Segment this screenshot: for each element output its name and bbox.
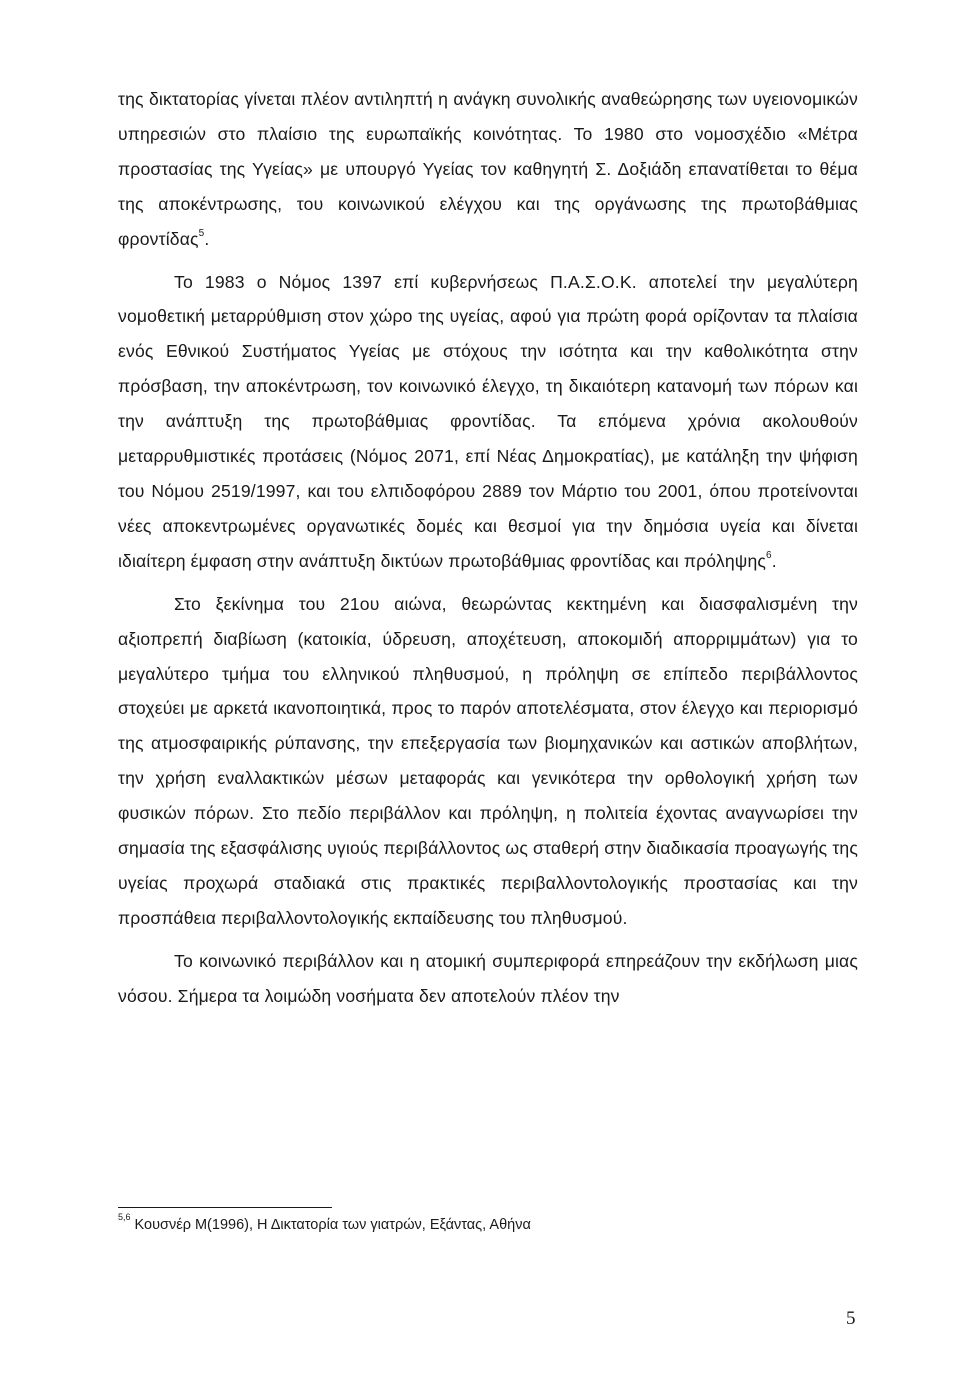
- paragraph-2-text: Το 1983 ο Νόμος 1397 επί κυβερνήσεως Π.Α.Σ.Ο.Κ. αποτελεί την μεγαλύτερη νομοθετική μεταρρύθμιση στον χώρο της υγείας, αφού για πρώτη φορά ορίζονταν τα πλαίσια ενός Εθνικού Συστήματος Υγείας με στόχους την ισότητα και την καθολικότητα στην πρόσβαση, την αποκέντρωση, τον κοινωνικό έλεγχο, τη δικαιότερη κατανομή των πόρων και την ανάπτυξη της πρωτοβάθμιας φροντίδας. Τα επόμενα χρόνια ακολουθούν μεταρρυθμιστικές προτάσεις (Νόμος 2071, επί Νέας Δημοκρατίας), με κατάληξη την ψήφιση του Νόμου 2519/1997, και του ελπιδοφόρου 2889 τον Μάρτιο του 2001, όπου προτείνονται νέες αποκεντρωμένες οργανωτικές δομές και θεσμοί για την δημόσια υγεία και δίνεται ιδιαίτερη έμφαση στην ανάπτυξη δικτύων πρωτοβάθμιας φροντίδας και πρόληψης: [118, 271, 858, 571]
- paragraph-1-tail: .: [204, 228, 210, 249]
- paragraph-2: [118, 265, 858, 579]
- body-text: [118, 82, 858, 1014]
- page-number: 5: [846, 1308, 856, 1329]
- paragraph-1-text: της δικτατορίας γίνεται πλέον αντιληπτή η ανάγκη συνολικής αναθεώρησης των υγειονομικών υπηρεσιών στο πλαίσιο της ευρωπαϊκής κοινότητας. Το 1980 στο νομοσχέδιο «Μέτρα προστασίας της Υγείας» με υπουργό Υγείας τον καθηγητή Σ. Δοξιάδη επανατίθεται το θέμα της αποκέντρωσης, του κοινωνικού ελέγχου και της οργάνωσης της πρωτοβάθμιας φροντίδας: [118, 89, 858, 249]
- footnote-ref-5: 5: [198, 227, 205, 239]
- footnote-ref-6: 6: [766, 549, 772, 561]
- footnote-text: Κουσνέρ Μ(1996), Η Δικτατορία των γιατρών, Εξάντας, Αθήνα: [134, 1217, 531, 1233]
- paragraph-2-tail: .: [771, 550, 777, 571]
- paragraph-1: [118, 82, 858, 257]
- footnote-marker: 5,6: [118, 1212, 131, 1223]
- paragraph-4: Το κοινωνικό περιβάλλον και η ατομική συμπεριφορά επηρεάζουν την εκδήλωση μιας νόσου. Σήμερα τα λοιμώδη νοσήματα δεν αποτελούν πλέον την: [118, 950, 858, 1006]
- footnote: [118, 1212, 531, 1235]
- paragraph-3: Στο ξεκίνημα του 21ου αιώνα, θεωρώντας κεκτημένη και διασφαλισμένη την αξιοπρεπή διαβίωση (κατοικία, ύδρευση, αποχέτευση, αποκομιδή απορριμμάτων) για το μεγαλύτερο τμήμα του ελληνικού πληθυσμού, η πρόληψη σε επίπεδο περιβάλλοντος στοχεύει με αρκετά ικανοποιητικά, προς το παρόν αποτελέσματα, στον έλεγχο και περιορισμό της ατμοσφαιρικής ρύπανσης, την επεξεργασία των βιομηχανικών και αστικών αποβλήτων, την χρήση εναλλακτικών μέσων μεταφοράς και γενικότερα την ορθολογική χρήση των φυσικών πόρων. Στο πεδίο περιβάλλον και πρόληψη, η πολιτεία έχοντας αναγνωρίσει την σημασία της εξασφάλισης υγιούς περιβάλλοντος ως σταθερή στην διαδικασία προαγωγής της υγείας προχωρά σταδιακά στις πρακτικές περιβαλλοντολογικής προστασίας και την προσπάθεια περιβαλλοντολογικής εκπαίδευσης του πληθυσμού.: [118, 593, 858, 928]
- footnote-divider: [118, 1207, 332, 1208]
